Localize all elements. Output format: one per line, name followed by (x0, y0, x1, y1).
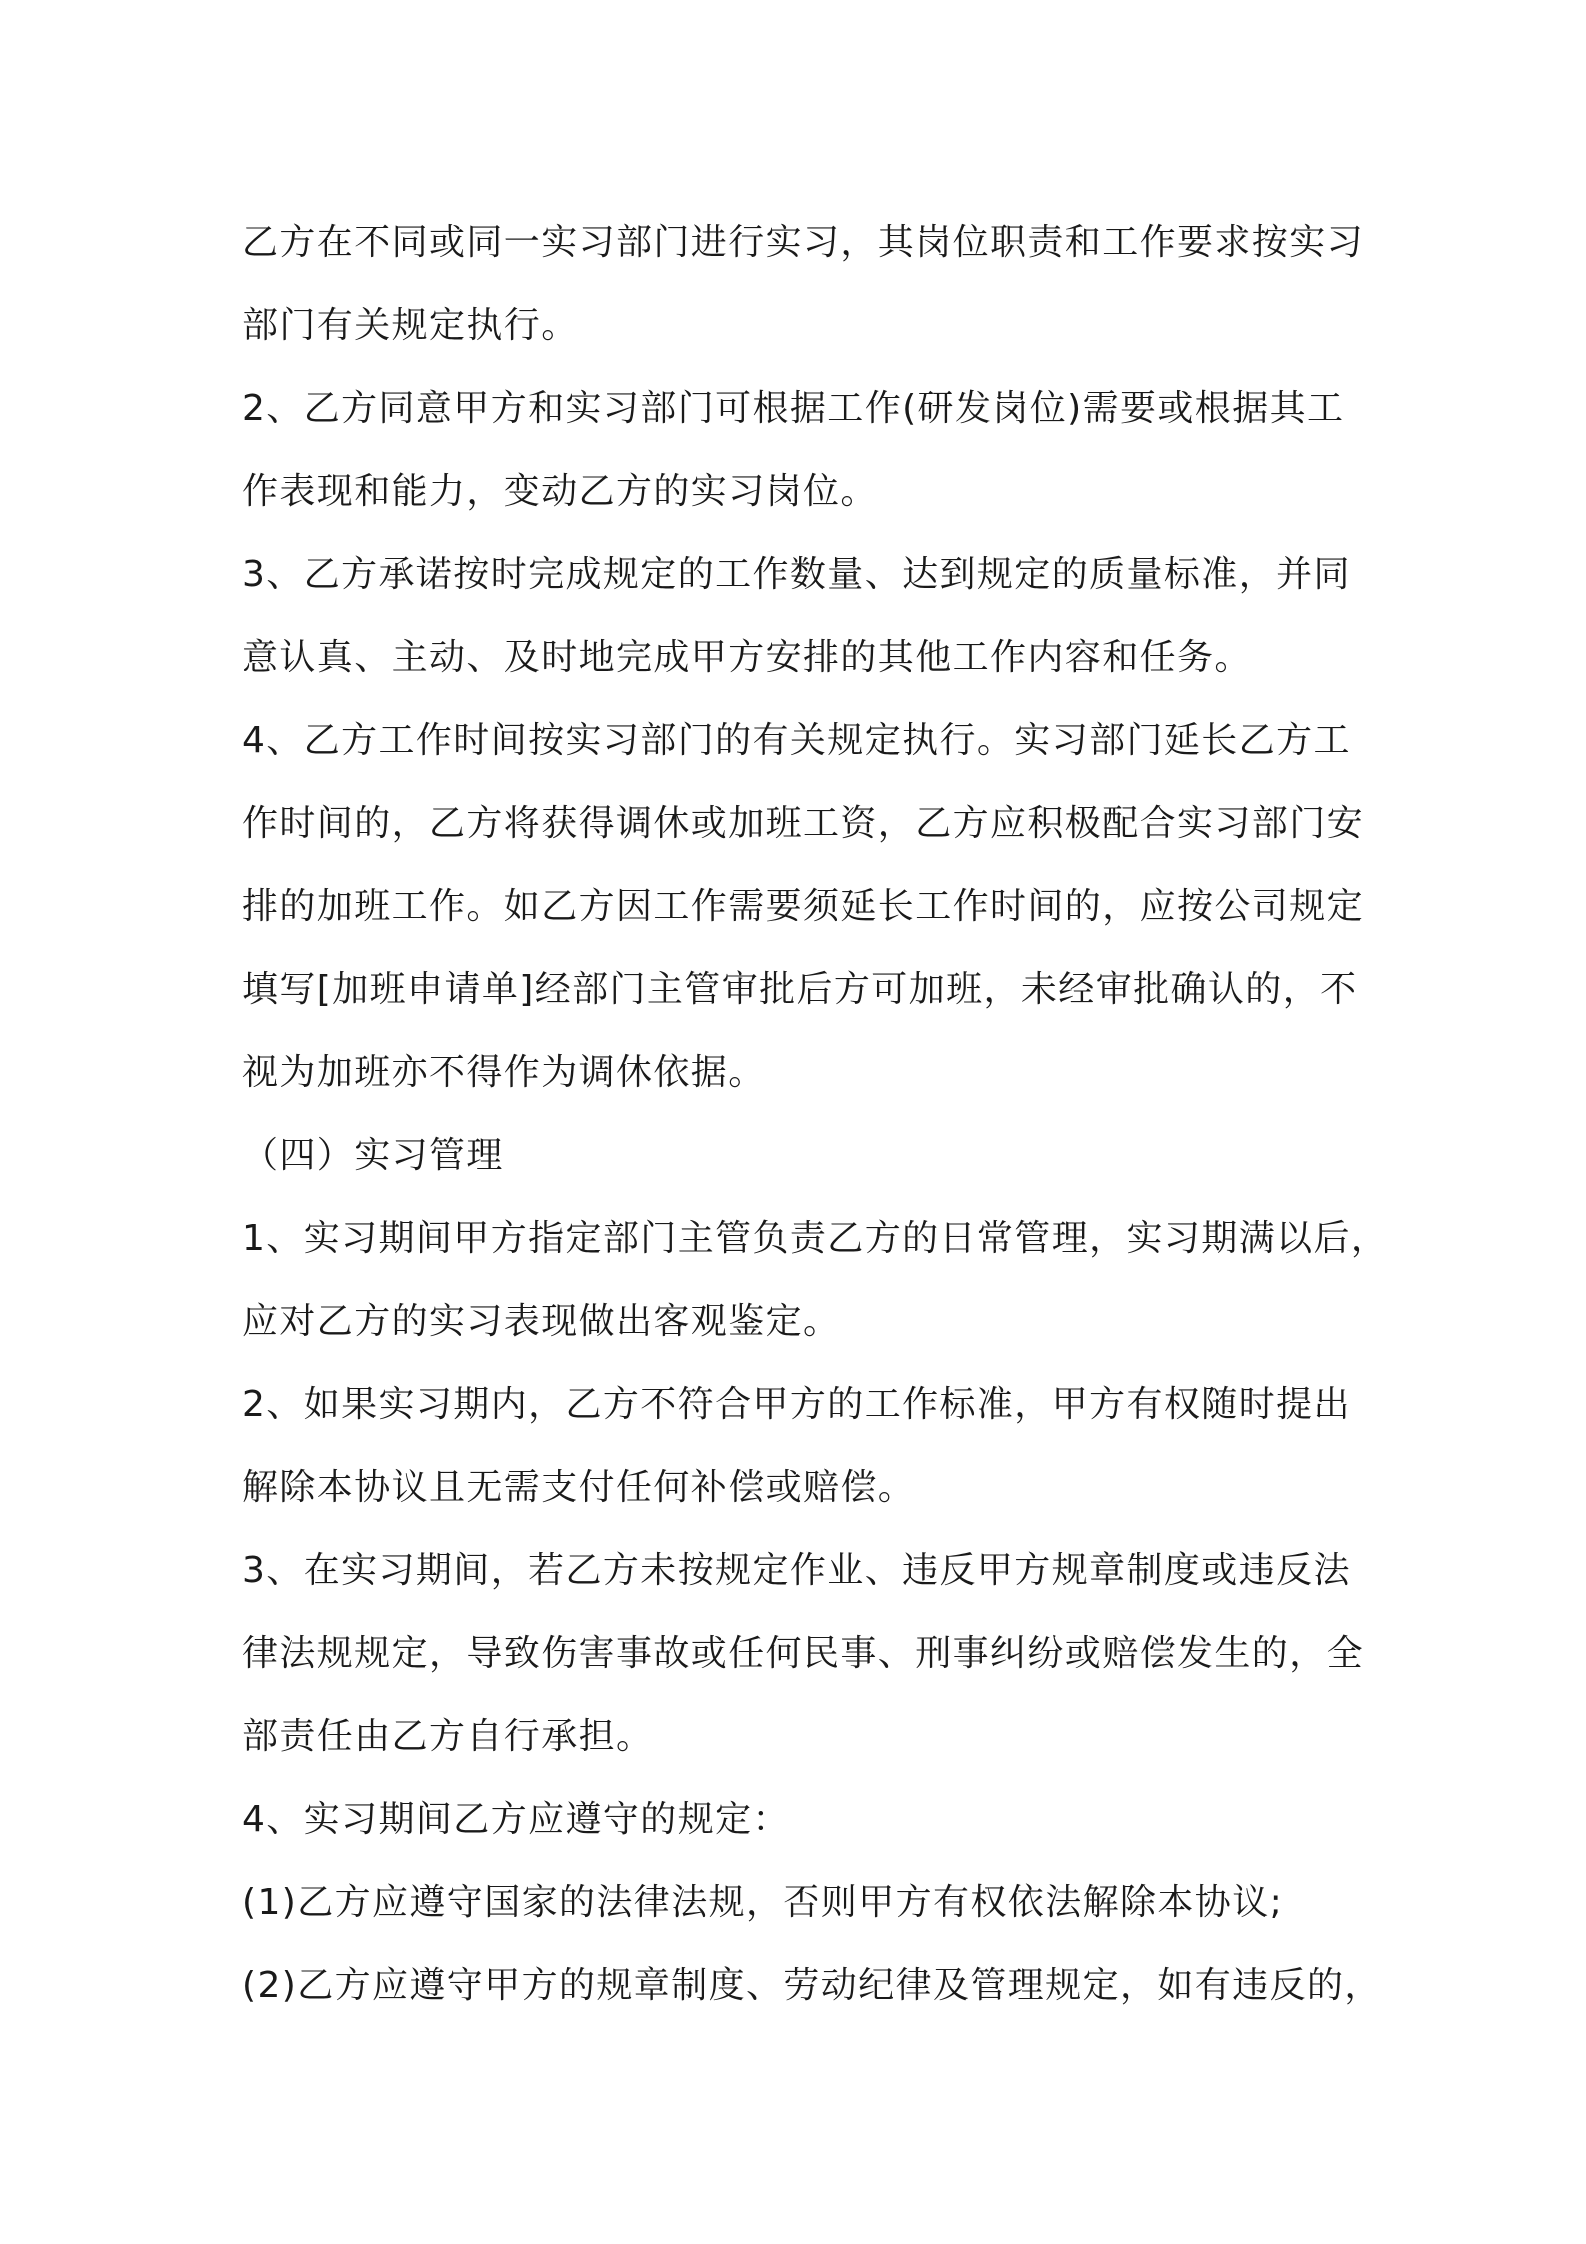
paragraph-line: 4、乙方工作时间按实习部门的有关规定执行。实习部门延长乙方工 (242, 720, 1351, 761)
paragraph-line: 视为加班亦不得作为调休依据。 (242, 1052, 766, 1093)
paragraph-line: 作时间的，乙方将获得调休或加班工资，乙方应积极配合实习部门安 (242, 803, 1365, 844)
paragraph-line: 部责任由乙方自行承担。 (242, 1716, 654, 1757)
paragraph-line: 律法规规定，导致伤害事故或任何民事、刑事纠纷或赔偿发生的，全 (242, 1633, 1365, 1674)
paragraph-line: 4、实习期间乙方应遵守的规定： (242, 1799, 790, 1840)
paragraph-line: 2、如果实习期内，乙方不符合甲方的工作标准，甲方有权随时提出 (242, 1384, 1351, 1425)
paragraph-line: 解除本协议且无需支付任何补偿或赔偿。 (242, 1467, 916, 1508)
paragraph-line: 乙方在不同或同一实习部门进行实习，其岗位职责和工作要求按实习 (242, 222, 1365, 263)
document-body (242, 201, 1389, 2027)
paragraph-line: 意认真、主动、及时地完成甲方安排的其他工作内容和任务。 (242, 637, 1252, 678)
paragraph-line: 2、乙方同意甲方和实习部门可根据工作(研发岗位)需要或根据其工 (242, 388, 1345, 429)
paragraph-line: 作表现和能力，变动乙方的实习岗位。 (242, 471, 878, 512)
section-heading: （四）实习管理 (242, 1135, 504, 1176)
paragraph-line: 1、实习期间甲方指定部门主管负责乙方的日常管理，实习期满以后， (242, 1218, 1389, 1259)
paragraph-line: 3、在实习期间，若乙方未按规定作业、违反甲方规章制度或违反法 (242, 1550, 1351, 1591)
paragraph-line: (2)乙方应遵守甲方的规章制度、劳动纪律及管理规定，如有违反的， (242, 1965, 1382, 2006)
paragraph-line: 应对乙方的实习表现做出客观鉴定。 (242, 1301, 841, 1342)
paragraph-line: (1)乙方应遵守国家的法律法规，否则甲方有权依法解除本协议; (242, 1882, 1284, 1923)
paragraph-line: 3、乙方承诺按时完成规定的工作数量、达到规定的质量标准，并同 (242, 554, 1351, 595)
paragraph-line: 部门有关规定执行。 (242, 305, 579, 346)
paragraph-line: 排的加班工作。如乙方因工作需要须延长工作时间的，应按公司规定 (242, 886, 1365, 927)
paragraph-line: 填写[加班申请单]经部门主管审批后方可加班，未经审批确认的，不 (242, 969, 1358, 1010)
